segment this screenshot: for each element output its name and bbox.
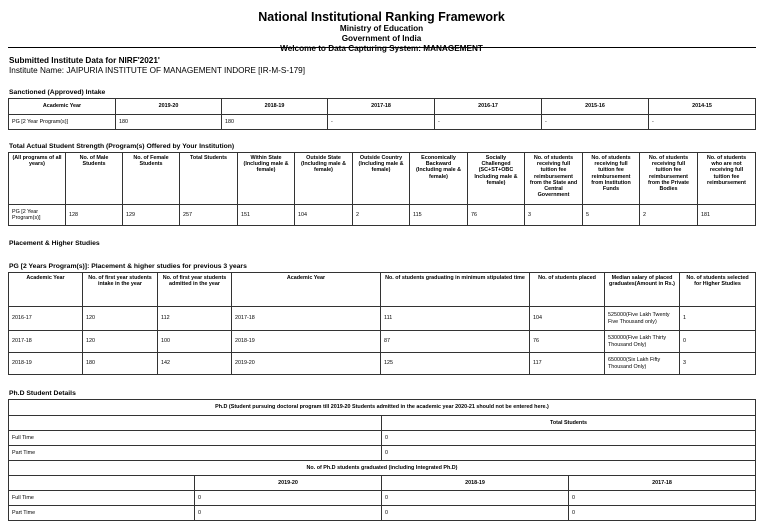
placement-header-cell: No. of students selected for Higher Studies bbox=[680, 273, 756, 307]
strength-header-cell: Outside Country (Including male & female) bbox=[353, 153, 410, 205]
phd-row-label: Full Time bbox=[9, 431, 382, 446]
table-row bbox=[9, 331, 756, 353]
intake-header-cell: Academic Year bbox=[9, 99, 116, 115]
placement-header-cell: Academic Year bbox=[232, 273, 381, 307]
placement-cell: 0 bbox=[680, 331, 756, 353]
intake-header-row bbox=[9, 99, 756, 115]
strength-header-cell: No. of Male Students bbox=[66, 153, 123, 205]
strength-cell: 2 bbox=[640, 205, 698, 226]
phd-banner: Ph.D (Student pursuing doctoral program till 2019-20 Students admitted in the academic year 2020-21 should not be entered here.) bbox=[9, 400, 756, 416]
intake-header-cell: 2016-17 bbox=[435, 99, 542, 115]
phd-cell: 0 bbox=[382, 446, 756, 461]
strength-cell: PG [2 Year Program(s)] bbox=[9, 205, 66, 226]
table-row bbox=[9, 506, 756, 521]
phd-graduated-title-row bbox=[9, 461, 756, 476]
placement-cell: 650000(Six Lakh Fifty Thousand Only) bbox=[605, 353, 680, 375]
ministry-line: Ministry of Education bbox=[339, 24, 424, 33]
table-row bbox=[9, 307, 756, 331]
intake-cell: PG [2 Year Program(s)] bbox=[9, 115, 116, 130]
strength-header-cell: Within State (Including male & female) bbox=[238, 153, 295, 205]
placement-header-cell: No. of first year students intake in the year bbox=[83, 273, 158, 307]
phd-cell: 0 bbox=[382, 506, 569, 521]
placement-cell: 111 bbox=[381, 307, 530, 331]
welcome-line: Welcome to Data Capturing System: MANAGEMENT bbox=[280, 44, 483, 53]
strength-header-cell: No. of students who are not receiving full tuition fee reimbursement bbox=[698, 153, 756, 205]
phd-graduated-title: No. of Ph.D students graduated (including Integrated Ph.D) bbox=[9, 461, 756, 476]
strength-header-row bbox=[9, 153, 756, 205]
phd-total-header-row bbox=[9, 416, 756, 431]
placement-cell: 125 bbox=[381, 353, 530, 375]
intake-cell: - bbox=[435, 115, 542, 130]
phd-cell: 0 bbox=[569, 506, 756, 521]
empty-cell bbox=[9, 416, 382, 431]
placement-cell: 142 bbox=[158, 353, 232, 375]
phd-total-label: Total Students bbox=[382, 416, 756, 431]
placement-subtitle: PG [2 Years Program(s)]: Placement & higher studies for previous 3 years bbox=[9, 263, 247, 270]
intake-cell: - bbox=[542, 115, 649, 130]
header-divider bbox=[8, 47, 756, 48]
strength-table bbox=[8, 152, 756, 226]
strength-header-cell: Outside State (Including male & female) bbox=[295, 153, 353, 205]
strength-header-cell: Socially Challenged (SC+ST+OBC Including male & female) bbox=[468, 153, 525, 205]
placement-cell: 120 bbox=[83, 307, 158, 331]
institute-name: Institute Name: JAIPURIA INSTITUTE OF MANAGEMENT INDORE [IR-M-S-179] bbox=[9, 66, 306, 75]
phd-cell: 0 bbox=[195, 491, 382, 506]
strength-cell: 3 bbox=[525, 205, 583, 226]
placement-table bbox=[8, 272, 756, 375]
placement-cell: 120 bbox=[83, 331, 158, 353]
placement-header-cell: No. of first year students admitted in the year bbox=[158, 273, 232, 307]
placement-header-cell: Median salary of placed graduates(Amount in Rs.) bbox=[605, 273, 680, 307]
intake-header-cell: 2018-19 bbox=[222, 99, 328, 115]
strength-cell: 115 bbox=[410, 205, 468, 226]
strength-header-cell: No. of Female Students bbox=[123, 153, 180, 205]
placement-section-title: Placement & Higher Studies bbox=[9, 240, 100, 247]
strength-cell: 151 bbox=[238, 205, 295, 226]
intake-cell: 180 bbox=[116, 115, 222, 130]
placement-header-cell: Academic Year bbox=[9, 273, 83, 307]
strength-cell: 104 bbox=[295, 205, 353, 226]
phd-cell: 0 bbox=[382, 491, 569, 506]
placement-cell: 2017-18 bbox=[232, 307, 381, 331]
empty-cell bbox=[9, 476, 195, 491]
strength-cell: 2 bbox=[353, 205, 410, 226]
placement-cell: 1 bbox=[680, 307, 756, 331]
phd-table bbox=[8, 399, 756, 521]
placement-cell: 2017-18 bbox=[9, 331, 83, 353]
intake-header-cell: 2015-16 bbox=[542, 99, 649, 115]
table-row bbox=[9, 446, 756, 461]
strength-header-cell: No. of students receiving full tuition fee reimbursement from the State and Central Government bbox=[525, 153, 583, 205]
strength-cell: 181 bbox=[698, 205, 756, 226]
phd-cell: 0 bbox=[569, 491, 756, 506]
intake-cell: - bbox=[328, 115, 435, 130]
placement-cell: 76 bbox=[530, 331, 605, 353]
placement-cell: 117 bbox=[530, 353, 605, 375]
phd-year-header: 2018-19 bbox=[382, 476, 569, 491]
placement-header-row bbox=[9, 273, 756, 307]
strength-header-cell: No. of students receiving full tuition fee reimbursement from the Private Bodies bbox=[640, 153, 698, 205]
table-row bbox=[9, 431, 756, 446]
placement-cell: 180 bbox=[83, 353, 158, 375]
placement-cell: 530000(Five Lakh Thirty Thousand Only) bbox=[605, 331, 680, 353]
strength-cell: 257 bbox=[180, 205, 238, 226]
phd-banner-row bbox=[9, 400, 756, 416]
phd-cell: 0 bbox=[195, 506, 382, 521]
strength-cell: 129 bbox=[123, 205, 180, 226]
page-title: National Institutional Ranking Framework bbox=[258, 10, 505, 24]
phd-year-header-row bbox=[9, 476, 756, 491]
strength-cell: 128 bbox=[66, 205, 123, 226]
placement-cell: 112 bbox=[158, 307, 232, 331]
strength-header-cell: No. of students receiving full tuition fee reimbursement from Institution Funds bbox=[583, 153, 640, 205]
intake-header-cell: 2014-15 bbox=[649, 99, 756, 115]
intake-cell: - bbox=[649, 115, 756, 130]
strength-header-cell: (All programs of all years) bbox=[9, 153, 66, 205]
phd-row-label: Full Time bbox=[9, 491, 195, 506]
intake-table bbox=[8, 98, 756, 130]
strength-header-cell: Total Students bbox=[180, 153, 238, 205]
placement-cell: 87 bbox=[381, 331, 530, 353]
placement-cell: 3 bbox=[680, 353, 756, 375]
strength-cell: 5 bbox=[583, 205, 640, 226]
placement-cell: 2018-19 bbox=[9, 353, 83, 375]
strength-section-title: Total Actual Student Strength (Program(s) Offered by Your Institution) bbox=[9, 143, 235, 150]
intake-section-title: Sanctioned (Approved) Intake bbox=[9, 89, 106, 96]
placement-cell: 100 bbox=[158, 331, 232, 353]
placement-cell: 2018-19 bbox=[232, 331, 381, 353]
government-line: Government of India bbox=[341, 34, 422, 43]
placement-cell: 2019-20 bbox=[232, 353, 381, 375]
placement-cell: 2016-17 bbox=[9, 307, 83, 331]
intake-cell: 180 bbox=[222, 115, 328, 130]
phd-cell: 0 bbox=[382, 431, 756, 446]
phd-row-label: Part Time bbox=[9, 506, 195, 521]
placement-cell: 104 bbox=[530, 307, 605, 331]
phd-section-title: Ph.D Student Details bbox=[9, 390, 76, 397]
table-row bbox=[9, 353, 756, 375]
strength-header-cell: Economically Backward (Including male & female) bbox=[410, 153, 468, 205]
submitted-heading: Submitted Institute Data for NIRF'2021' bbox=[9, 56, 160, 65]
phd-row-label: Part Time bbox=[9, 446, 382, 461]
strength-cell: 76 bbox=[468, 205, 525, 226]
table-row bbox=[9, 115, 756, 130]
intake-header-cell: 2017-18 bbox=[328, 99, 435, 115]
intake-header-cell: 2019-20 bbox=[116, 99, 222, 115]
phd-year-header: 2017-18 bbox=[569, 476, 756, 491]
placement-header-cell: No. of students graduating in minimum stipulated time bbox=[381, 273, 530, 307]
phd-year-header: 2019-20 bbox=[195, 476, 382, 491]
table-row bbox=[9, 491, 756, 506]
placement-header-cell: No. of students placed bbox=[530, 273, 605, 307]
table-row bbox=[9, 205, 756, 226]
placement-cell: 525000(Five Lakh Twenty Five Thousand only) bbox=[605, 307, 680, 331]
